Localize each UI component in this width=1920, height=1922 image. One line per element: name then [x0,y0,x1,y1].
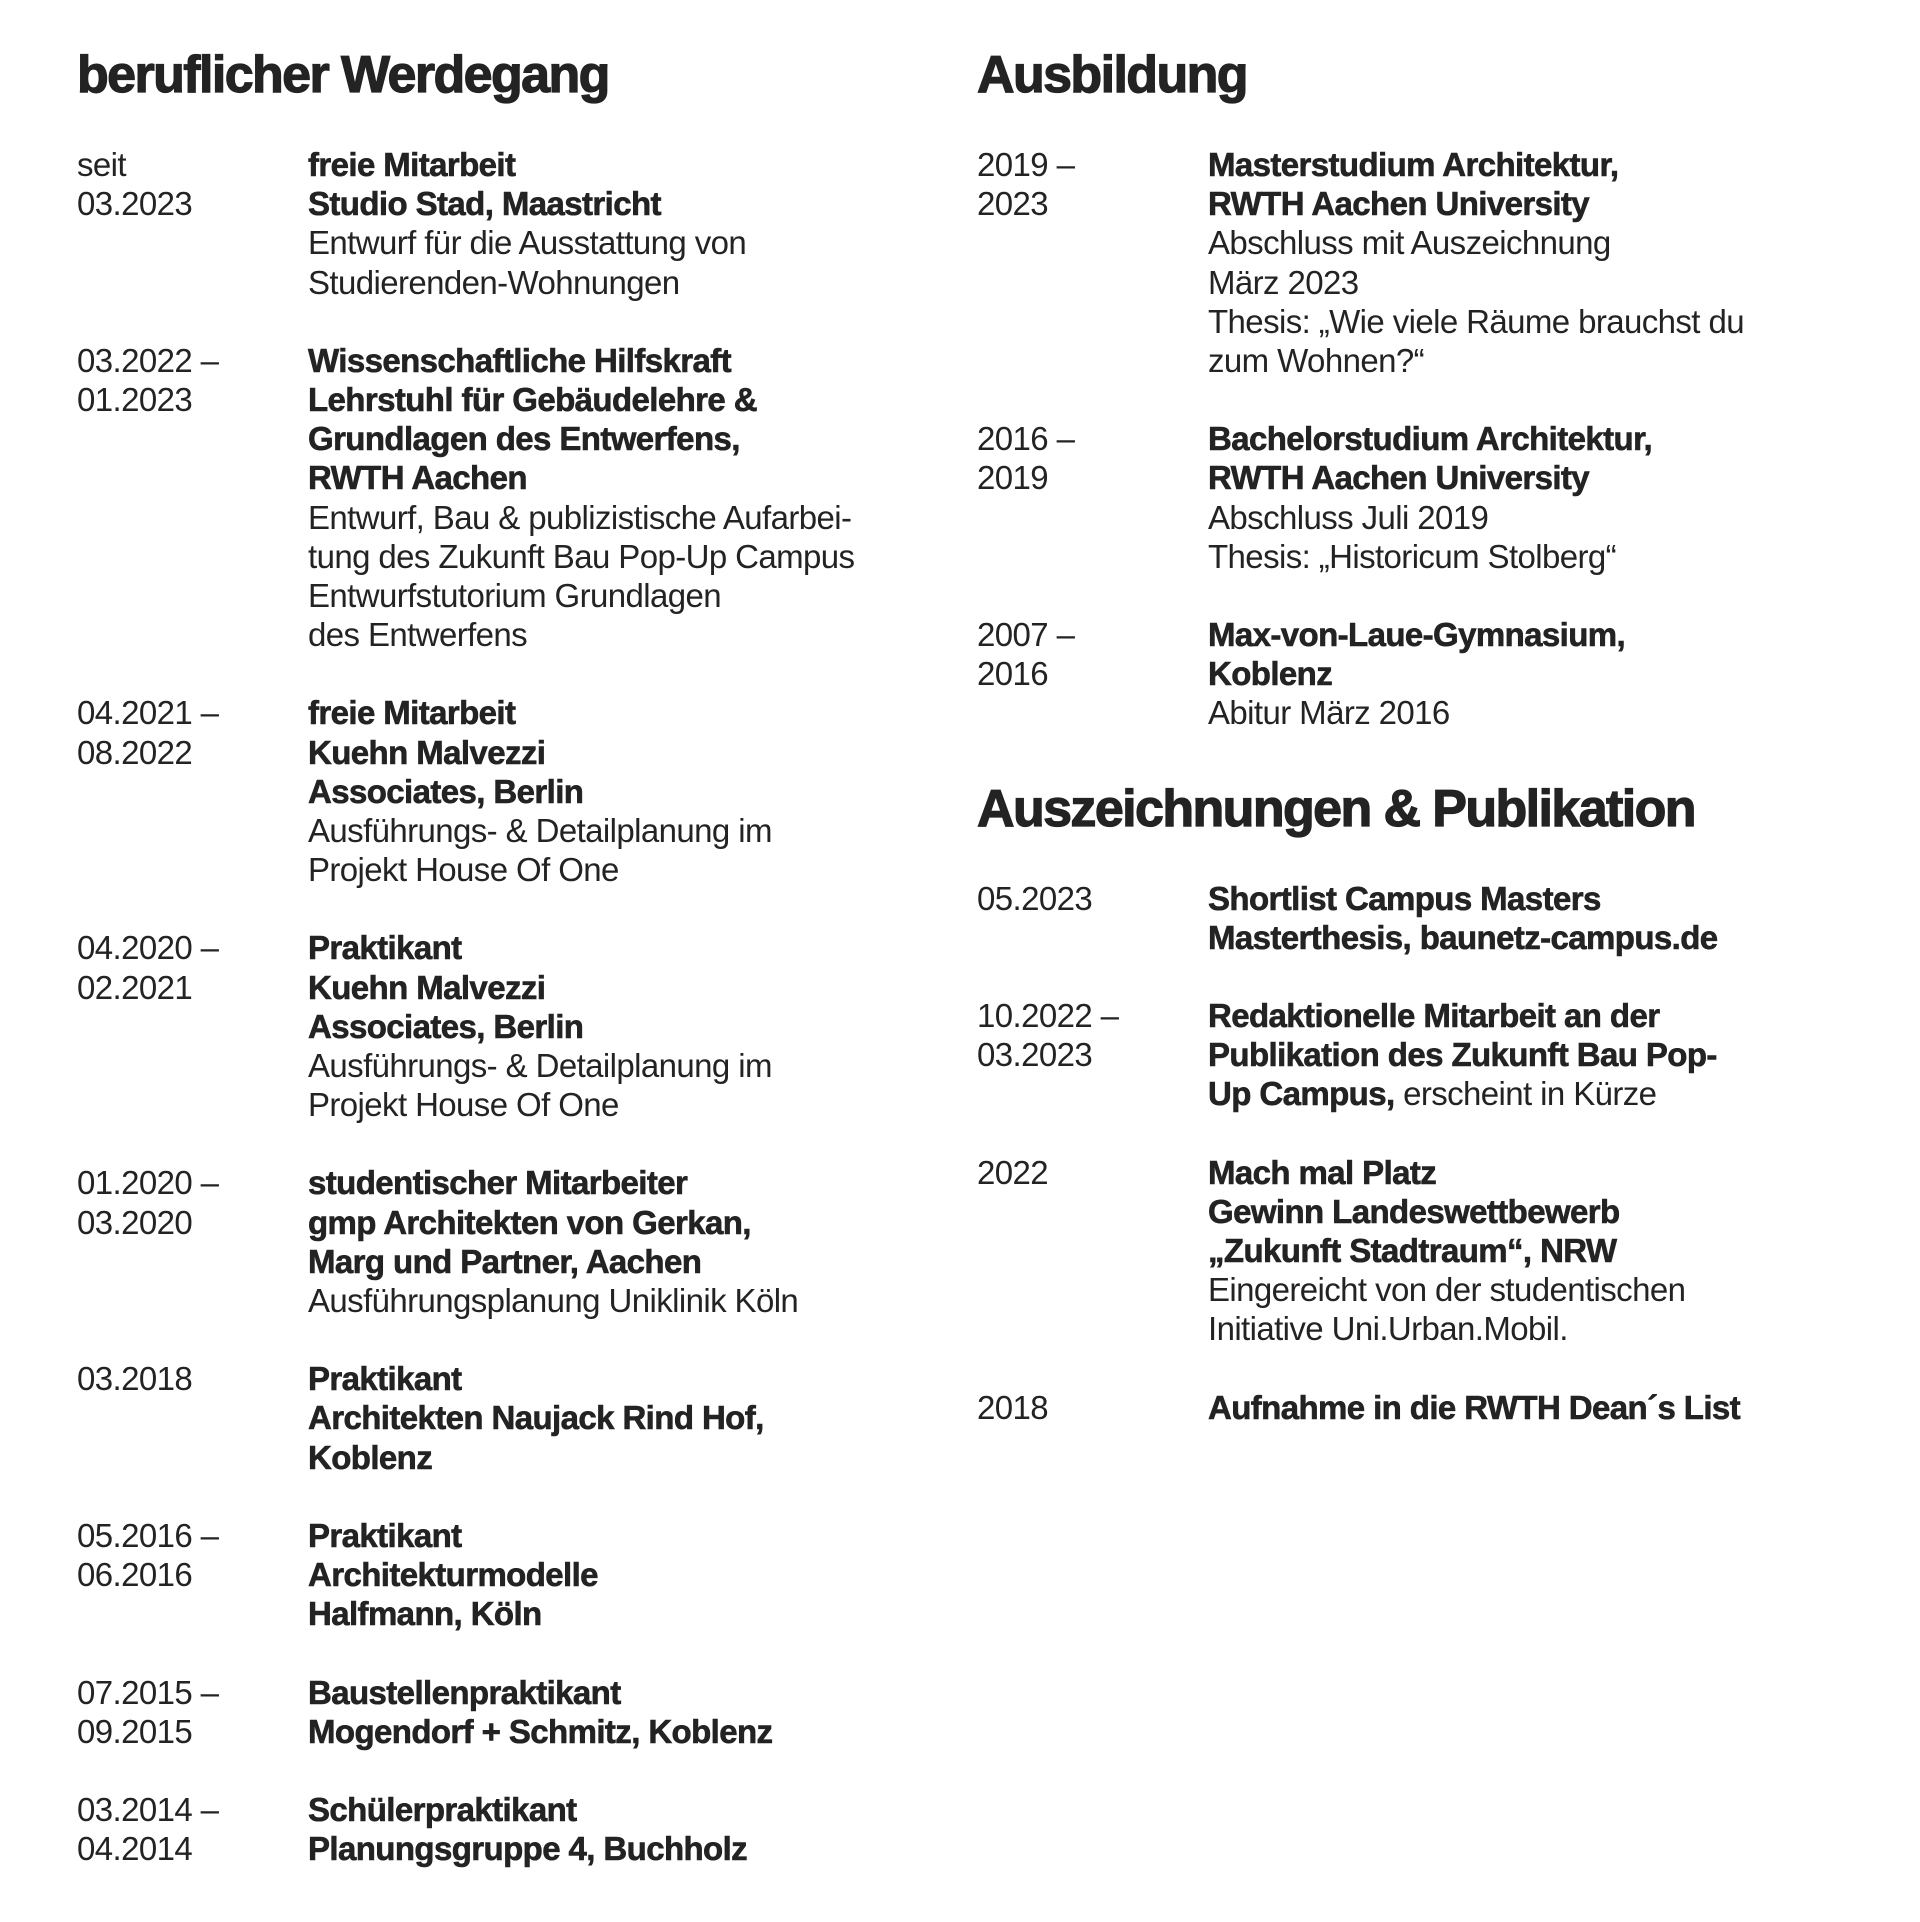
career-entries [77,145,937,1868]
entry-mixed-line [1208,1074,1877,1113]
entry-description-line: Abschluss mit Auszeichnung [1208,224,1611,262]
entry-content [1208,879,1877,957]
career-entry [77,341,937,655]
entry-date [77,1673,308,1751]
entry-title-line: Associates, Berlin [308,1007,584,1045]
entry-date-line: 2022 [977,1153,1049,1191]
entry-content [1208,1388,1877,1427]
entry-title-line: Baustellenpraktikant [308,1673,621,1711]
entry-description-line: Projekt House Of One [308,1086,619,1124]
entry-date [77,341,308,655]
entry-title-line: freie Mitarbeit [308,146,516,183]
entry-title-line: Praktikant [308,1360,462,1398]
entry-description-line: Studierenden-Wohnungen [308,263,680,301]
entry-title-line: Grundlagen des Entwerfens, [308,420,740,458]
entry-date [977,615,1208,733]
entry-description-line: Abschluss Juli 2019 [1208,498,1489,536]
entry-date-line: 01.2023 [77,381,193,419]
entry-date-line: 02.2021 [77,968,193,1006]
education-entry [977,145,1877,380]
career-entry [77,1790,937,1868]
entry-content [308,928,937,1124]
entry-title-line: Shortlist Campus Masters [1208,879,1601,917]
entry-date [77,928,308,1124]
entry-content [308,341,937,655]
entry-title-line: Architekturmodelle [308,1556,598,1594]
entry-title-line: RWTH Aachen University [1208,185,1590,223]
entry-description-line: Ausführungs- & Detailplanung im [308,1047,772,1085]
entry-date-line: 09.2015 [77,1712,193,1750]
entry-description-line: Projekt House Of One [308,851,619,889]
entry-date [977,1388,1208,1427]
entry-title-line: Halfmann, Köln [308,1595,542,1633]
entry-description-line: Thesis: „Wie viele Räume brauchst du [1208,302,1744,340]
entry-title-line: Mach mal Platz [1208,1153,1437,1191]
entry-title-line: Kuehn Malvezzi [308,733,546,771]
entry-title-line: freie Mitarbeit [308,694,516,732]
section-title-career: beruflicher Werdegang [77,46,609,104]
entry-date-line: 2019 [977,459,1049,497]
entry-title-line: Kuehn Malvezzi [308,968,546,1006]
entry-date-line: 10.2022 – [977,997,1119,1035]
entry-title-line: Schülerpraktikant [308,1790,577,1828]
entry-description-line: Initiative Uni.Urban.Mobil. [1208,1310,1568,1348]
entry-description-line: Ausführungsplanung Uniklinik Köln [308,1282,799,1320]
entry-title-line: RWTH Aachen University [1208,459,1590,497]
entry-title-line: Gewinn Landeswettbewerb [1208,1192,1620,1230]
entry-title-line: Masterthesis, baunetz-campus.de [1208,918,1718,956]
entry-title-line: Praktikant [308,929,462,967]
entry-content [1208,1153,1877,1349]
entry-description-line: Eingereicht von der studentischen [1208,1271,1686,1309]
section-title-awards: Auszeichnungen & Publikation [977,779,1695,838]
entry-date-line: 03.2020 [77,1203,193,1241]
entry-date-line: 03.2023 [977,1036,1093,1074]
awards-entry [977,996,1877,1114]
entry-title-line: Masterstudium Architektur, [1208,146,1619,183]
entry-title-line: Publikation des Zukunft Bau Pop- [1208,1036,1717,1074]
awards-entry [977,879,1877,957]
career-entry [77,1359,937,1477]
entry-date [977,145,1208,380]
entry-date [977,879,1208,957]
entry-date-line: 04.2014 [77,1830,193,1868]
awards-entry [977,1388,1877,1427]
entry-content [308,1359,937,1477]
entry-content [308,1673,937,1751]
entry-title-line: Architekten Naujack Rind Hof, [308,1399,764,1437]
entry-description-fragment: erscheint in Kürze [1394,1075,1657,1113]
entry-description-line: Entwurfstutorium Grundlagen [308,577,722,615]
entry-title-line: Bachelorstudium Architektur, [1208,420,1653,458]
career-entry [77,928,937,1124]
entry-date-line: 01.2020 – [77,1164,219,1202]
entry-date-line: 03.2022 – [77,341,219,379]
entry-content [1208,419,1877,576]
entry-title-line: RWTH Aachen [308,459,527,497]
entry-title-line: Wissenschaftliche Hilfskraft [308,341,732,379]
entry-date [77,1359,308,1477]
entry-date-line: 07.2015 – [77,1673,219,1711]
entry-date-line: 2007 – [977,616,1075,654]
section-title-education: Ausbildung [977,46,1247,104]
entry-description-line: Ausführungs- & Detailplanung im [308,812,772,850]
entry-description-line: Abitur März 2016 [1208,694,1450,732]
entry-date-line: 05.2023 [977,879,1093,917]
entry-date [977,419,1208,576]
awards-entries [977,879,1877,1427]
entry-content [308,1163,937,1320]
education-entry [977,615,1877,733]
entry-date-line: 2019 – [977,146,1075,183]
entry-description-line: tung des Zukunft Bau Pop-Up Campus [308,537,855,575]
entry-date [77,1163,308,1320]
entry-title-line: Redaktionelle Mitarbeit an der [1208,997,1660,1035]
entry-date-line: 04.2021 – [77,694,219,732]
entry-date [77,693,308,889]
entry-date-line: 04.2020 – [77,929,219,967]
entry-title-line: Lehrstuhl für Gebäudelehre & [308,381,757,419]
entry-description-line: März 2023 [1208,263,1359,301]
entry-content [1208,615,1877,733]
education-entry [977,419,1877,576]
entry-title-line: Koblenz [308,1438,433,1476]
entry-date [77,145,308,302]
entry-title-line: Studio Stad, Maastricht [308,185,661,223]
entry-content [308,1790,937,1868]
education-awards-column [977,45,1877,1466]
entry-title-line: Praktikant [308,1516,462,1554]
entry-title-line: Associates, Berlin [308,772,584,810]
entry-title-line: Koblenz [1208,655,1333,693]
entry-date-line: 08.2022 [77,733,193,771]
entry-date-line: 03.2018 [77,1360,193,1398]
entry-date-line: 03.2023 [77,185,193,223]
career-entry [77,145,937,302]
education-entries [977,145,1877,733]
entry-content [308,693,937,889]
entry-title-line: studentischer Mitarbeiter [308,1164,688,1202]
entry-title-line: gmp Architekten von Gerkan, [308,1203,751,1241]
entry-date-line: 2023 [977,185,1049,223]
entry-content [308,145,937,302]
career-entry [77,1673,937,1751]
entry-date-line: seit [77,146,126,183]
entry-content [1208,996,1877,1114]
career-entry [77,693,937,889]
entry-date-line: 03.2014 – [77,1790,219,1828]
entry-date [77,1516,308,1634]
entry-description-line: Entwurf, Bau & publizistische Aufarbei- [308,498,852,536]
entry-date [977,1153,1208,1349]
entry-description-line: des Entwerfens [308,616,528,654]
entry-date-line: 2016 – [977,420,1075,458]
entry-date-line: 2018 [977,1388,1049,1426]
entry-date-line: 06.2016 [77,1556,193,1594]
entry-date [77,1790,308,1868]
entry-date [977,996,1208,1114]
awards-entry [977,1153,1877,1349]
entry-title-line: Mogendorf + Schmitz, Koblenz [308,1712,773,1750]
entry-title-fragment: Up Campus, [1208,1075,1395,1113]
entry-content [1208,145,1877,380]
entry-date-line: 05.2016 – [77,1516,219,1554]
career-entry [77,1163,937,1320]
career-entry [77,1516,937,1634]
career-column [77,45,937,1907]
entry-title-line: Aufnahme in die RWTH Dean´s List [1208,1388,1741,1426]
entry-description-line: zum Wohnen?“ [1208,342,1424,380]
entry-title-line: „Zukunft Stadtraum“, NRW [1208,1232,1617,1270]
entry-description-line: Entwurf für die Ausstattung von [308,224,747,262]
entry-title-line: Planungsgruppe 4, Buchholz [308,1830,748,1868]
entry-title-line: Marg und Partner, Aachen [308,1242,702,1280]
entry-content [308,1516,937,1634]
entry-date-line: 2016 [977,655,1049,693]
entry-title-line: Max-von-Laue-Gymnasium, [1208,616,1626,654]
entry-description-line: Thesis: „Historicum Stolberg“ [1208,537,1617,575]
